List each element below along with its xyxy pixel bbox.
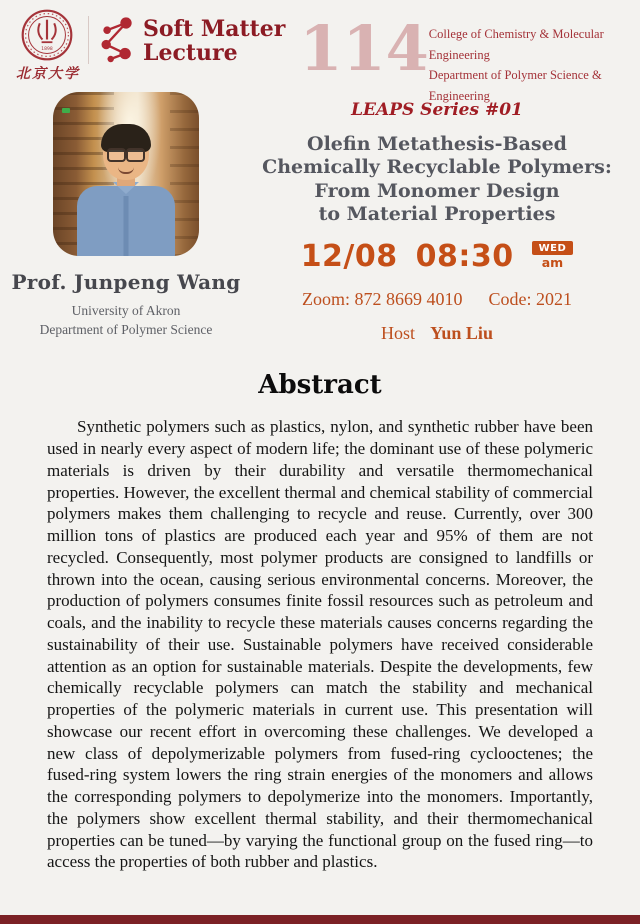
svg-text:1898: 1898 [41,46,53,52]
lecture-title-line3: From Monomer Design [314,179,560,202]
footer-bar [0,915,640,924]
speaker-name: Prof. Junpeng Wang [11,270,241,294]
event-time: 08:30 [415,239,514,275]
series-label: LEAPS Series #01 [351,100,523,120]
abstract-text: Synthetic polymers such as plastics, nylon, and synthetic rubber have been used in nearly every aspect of modern life; the dominant use of these polymeric materials is driven by their durability and versatile thermomechanical properties. However, the excellent thermal and chemical stability of commercial polymers makes them challenging to recycle and reuse. Currently, over 300 million tons of plastics are produced each year and 95% of them are not recycled. Consequently, most polymer products are consigned to landfills or thrown into the ocean, causing serious environmental concerns. Moreover, the production of polymers consumes finite fossil resources such as petroleum and coals, and the inability to recycle these materials causes concerns regarding the sustainability of their use. Sustainable polymers have received considerable attention as an option for sustainable materials. Despite the developments, few chemically recyclable polymers can match the stability and mechanical properties of the polymeric materials in current use. This presentation will showcase our recent effort in overcoming these challenges. We developed a new class of depolymerizable polymers from fused-ring cyclooctenes; the fused-ring system lowers the ring strain energies of the monomers and allows the corresponding polymers to depolymerize into the monomers. Importantly, the polymers show excellent thermal stability, and their thermomechanical properties can be tuned—by varying the functional group on the fused ring—to access the properties of both rubber and plastics. [47,417,593,872]
header-divider [88,16,89,64]
series-title [143,17,285,65]
event-column [252,88,640,344]
lecture-title [252,133,622,226]
host-row [252,323,622,344]
abstract-heading: Abstract [258,370,382,401]
photo-person-glasses [106,148,146,159]
datetime-row [252,240,622,273]
speaker-affiliation [0,301,252,339]
header [0,0,640,103]
lecture-title-line2: Chemically Recyclable Polymers: [262,156,612,179]
host-label: Host [381,323,416,344]
series-title-line1: Soft Matter [143,16,286,42]
meeting-code: Code: 2021 [488,289,572,310]
weekday-badge: WED [532,241,574,255]
photo-person-placket [124,196,129,256]
weekday-block [532,241,574,270]
speaker-affiliation-line1: University of Akron [71,303,181,318]
speaker-photo [53,92,199,256]
organization-line1: College of Chemistry & Molecular Engineering [428,27,604,62]
speaker-column [0,88,252,344]
lecture-title-line1: Olefin Metathesis-Based [307,133,567,155]
meridiem-label: am [541,255,564,271]
series-title-line2: Lecture [143,40,238,67]
zoom-id: Zoom: 872 8669 4010 [302,289,463,310]
meeting-info-row [252,289,622,310]
lecture-number: 114 [299,12,429,85]
peking-university-seal-icon [20,8,74,62]
lecture-title-line4: to Material Properties [318,203,556,226]
main-top [0,88,640,344]
polymer-molecule-icon [99,16,135,66]
organization-line2: Department of Polymer Science & Engineering [428,68,602,103]
photo-exit-sign [62,108,70,113]
speaker-affiliation-line2: Department of Polymer Science [39,322,213,338]
university-logo [16,8,78,83]
event-date: 12/08 [300,239,398,275]
host-name: Yun Liu [430,323,493,344]
university-name-cn: 北京大学 [16,67,80,82]
